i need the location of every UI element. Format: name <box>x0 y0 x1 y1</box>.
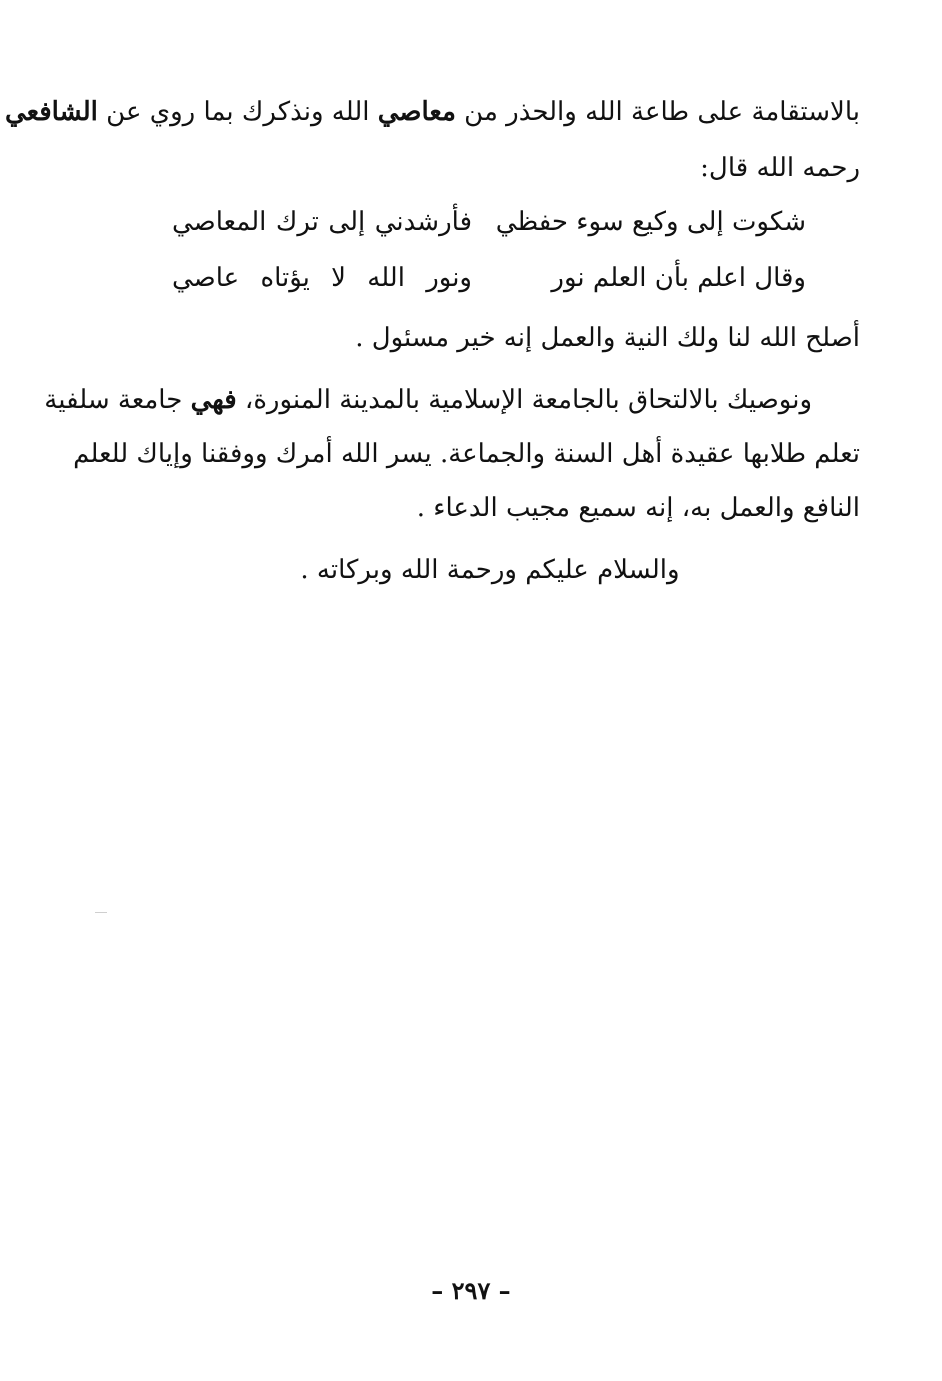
poem-verse-1-first-hemistich: شكوت إلى وكيع سوء حفظي <box>495 207 806 237</box>
paragraph-1-line-1 <box>5 92 860 132</box>
poem-verse-2-second-hemistich: ونور الله لا يؤتاه عاصي <box>172 263 472 293</box>
paragraph-3-line-2: تعلم طلابها عقيدة أهل السنة والجماعة. يسر الله أمرك ووفقنا وإياك للعلم <box>73 439 860 469</box>
closing-salutation: والسلام عليكم ورحمة الله وبركاته . <box>300 555 680 585</box>
page-number: – ٢٩٧ – <box>431 1276 511 1305</box>
text-run: جامعة سلفية <box>44 385 191 415</box>
text-run: بالاستقامة على طاعة الله والحذر من <box>455 97 860 127</box>
paragraph-3-line-1 <box>44 380 812 420</box>
poem-verse-1-second-hemistich: فأرشدني إلى ترك المعاصي <box>172 207 472 237</box>
scan-mark <box>95 912 107 913</box>
poem-verse-2-first-hemistich: وقال اعلم بأن العلم نور <box>551 263 806 293</box>
text-run: الله ونذكرك بما روي عن <box>97 97 378 127</box>
bold-word-maasi: معاصي <box>377 97 456 127</box>
paragraph-3-line-3: النافع والعمل به، إنه سميع مجيب الدعاء . <box>416 493 860 523</box>
text-run: ونوصيك بالالتحاق بالجامعة الإسلامية بالمدينة المنورة، <box>236 385 812 415</box>
paragraph-2: أصلح الله لنا ولك النية والعمل إنه خير مسئول . <box>355 323 860 353</box>
paragraph-1-line-2: رحمه الله قال: <box>700 153 860 183</box>
bold-word-fahiya: فهي <box>190 385 237 415</box>
bold-word-shafii: الشافعي <box>5 97 98 127</box>
